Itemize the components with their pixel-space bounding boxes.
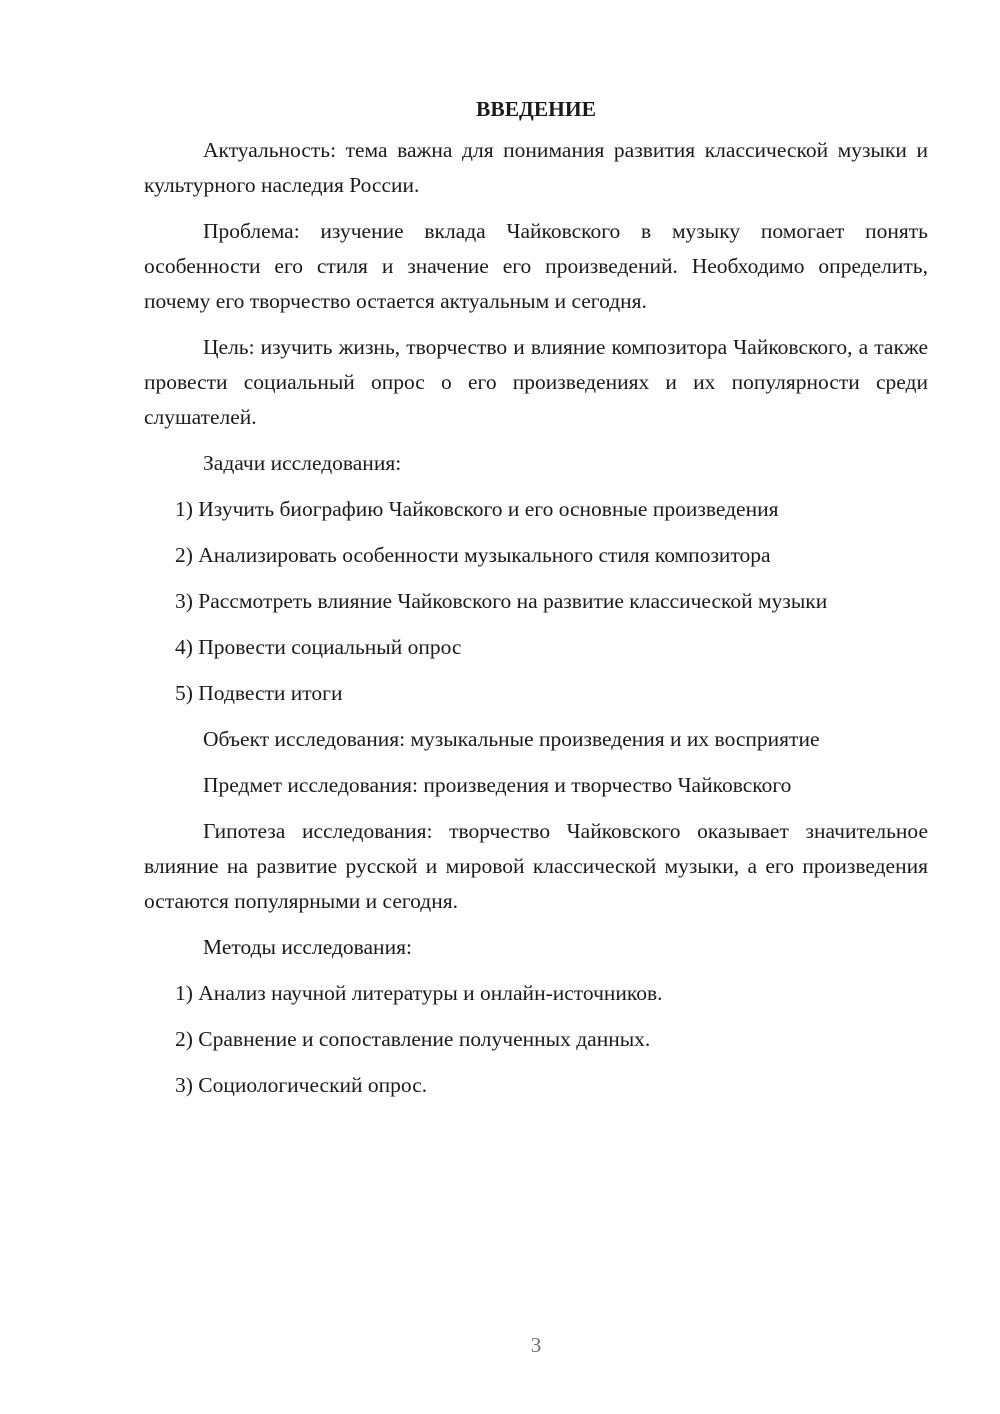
task-item: 5) Подвести итоги (175, 681, 343, 705)
page-number: 3 (530, 1333, 542, 1357)
method-item: 2) Сравнение и сопоставление полученных данных. (175, 1027, 651, 1051)
methods-title: Методы исследования: (203, 935, 412, 959)
hypothesis-paragraph: Гипотеза исследования: творчество Чайковского оказывает значительное влияние на развитие русской и мировой классической музыки, а его произведения остаются популярными и сегодня. (144, 819, 928, 913)
method-item: 1) Анализ научной литературы и онлайн-источников. (175, 981, 663, 1005)
method-item: 3) Социологический опрос. (175, 1073, 428, 1097)
problem-paragraph: Проблема: изучение вклада Чайковского в музыку помогает понять особенности его стиля и значение его произведений. Необходимо определить, почему его творчество остается актуальным и сегодня. (144, 219, 928, 313)
section-heading: ВВЕДЕНИЕ (476, 97, 596, 121)
task-item: 1) Изучить биографию Чайковского и его основные произведения (175, 497, 779, 521)
task-item: 4) Провести социальный опрос (175, 635, 462, 659)
object-paragraph: Объект исследования: музыкальные произведения и их восприятие (203, 727, 820, 751)
goal-paragraph: Цель: изучить жизнь, творчество и влияние композитора Чайковского, а также провести социальный опрос о его произведениях и их популярности среди слушателей. (144, 335, 928, 429)
subject-paragraph: Предмет исследования: произведения и творчество Чайковского (203, 773, 792, 797)
document-page (144, 92, 928, 1114)
relevance-paragraph: Актуальность: тема важна для понимания развития классической музыки и культурного наследия России. (144, 138, 928, 197)
task-item: 3) Рассмотреть влияние Чайковского на развитие классической музыки (175, 589, 828, 613)
task-item: 2) Анализировать особенности музыкального стиля композитора (175, 543, 771, 567)
tasks-title: Задачи исследования: (203, 451, 402, 475)
